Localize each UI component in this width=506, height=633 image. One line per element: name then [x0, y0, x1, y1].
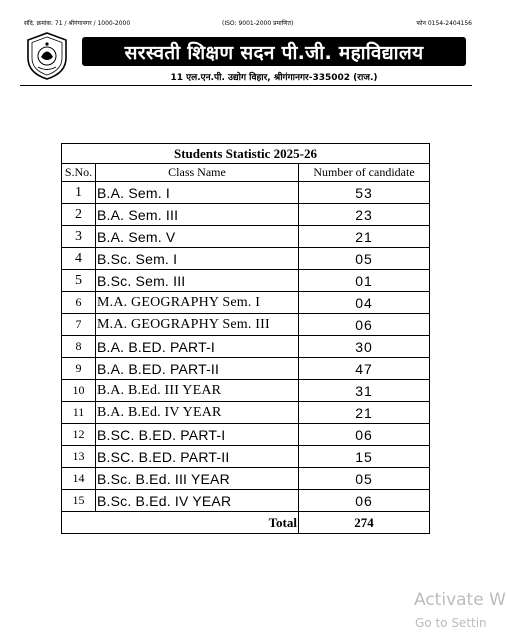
row-candidate-count: 06	[299, 424, 430, 446]
table-row	[62, 292, 430, 314]
row-class-name: B.A. B.ED. PART-II	[96, 358, 299, 380]
row-serial-number: 5	[62, 270, 96, 292]
row-candidate-count: 06	[299, 314, 430, 336]
row-serial-number: 2	[62, 204, 96, 226]
table-row	[62, 490, 430, 512]
students-statistic-table	[61, 143, 430, 534]
watermark-line-activate: Activate W	[414, 590, 506, 610]
row-class-name: B.A. Sem. V	[96, 226, 299, 248]
table-title: Students Statistic 2025-26	[62, 144, 430, 164]
row-candidate-count: 05	[299, 248, 430, 270]
row-candidate-count: 01	[299, 270, 430, 292]
row-class-name: B.A. B.Ed. III YEAR	[96, 380, 299, 402]
total-value: 274	[299, 512, 430, 534]
row-serial-number: 6	[62, 292, 96, 314]
total-spacer	[62, 512, 96, 534]
row-class-name: B.A. B.Ed. IV YEAR	[96, 402, 299, 424]
windows-activation-watermark	[414, 590, 506, 630]
row-serial-number: 13	[62, 446, 96, 468]
row-candidate-count: 21	[299, 226, 430, 248]
row-candidate-count: 53	[299, 182, 430, 204]
header-divider	[20, 85, 472, 86]
table-row	[62, 336, 430, 358]
table-row	[62, 358, 430, 380]
total-label: Total	[96, 512, 299, 534]
table-row	[62, 402, 430, 424]
row-candidate-count: 15	[299, 446, 430, 468]
row-class-name: B.A. B.ED. PART-I	[96, 336, 299, 358]
row-serial-number: 12	[62, 424, 96, 446]
table-row	[62, 314, 430, 336]
row-class-name: M.A. GEOGRAPHY Sem. I	[96, 292, 299, 314]
row-serial-number: 1	[62, 182, 96, 204]
row-class-name: B.A. Sem. I	[96, 182, 299, 204]
college-seal-logo	[26, 32, 68, 80]
row-serial-number: 14	[62, 468, 96, 490]
row-serial-number: 4	[62, 248, 96, 270]
table-row	[62, 424, 430, 446]
row-serial-number: 3	[62, 226, 96, 248]
row-class-name: B.SC. B.ED. PART-II	[96, 446, 299, 468]
row-candidate-count: 47	[299, 358, 430, 380]
row-class-name: B.SC. B.ED. PART-I	[96, 424, 299, 446]
row-candidate-count: 21	[299, 402, 430, 424]
row-serial-number: 10	[62, 380, 96, 402]
table-row	[62, 226, 430, 248]
reference-number: संदि. क्रमांक: 71 / श्रीगंगानगर / 1000-2000	[24, 20, 131, 27]
column-header-class-name: Class Name	[96, 164, 299, 182]
table-title-row	[62, 144, 430, 164]
column-header-number-of-candidate: Number of candidate	[299, 164, 430, 182]
row-class-name: B.Sc. Sem. III	[96, 270, 299, 292]
row-serial-number: 9	[62, 358, 96, 380]
table-row	[62, 446, 430, 468]
row-serial-number: 7	[62, 314, 96, 336]
table-row	[62, 182, 430, 204]
college-name-banner: सरस्वती शिक्षण सदन पी.जी. महाविद्यालय	[82, 37, 466, 66]
table-row	[62, 204, 430, 226]
table-row	[62, 270, 430, 292]
row-candidate-count: 23	[299, 204, 430, 226]
phone-number: फोन 0154-2404156	[416, 20, 472, 27]
table-row	[62, 468, 430, 490]
column-header-sno: S.No.	[62, 164, 96, 182]
row-candidate-count: 04	[299, 292, 430, 314]
row-candidate-count: 06	[299, 490, 430, 512]
row-class-name: M.A. GEOGRAPHY Sem. III	[96, 314, 299, 336]
row-class-name: B.Sc. B.Ed. IV YEAR	[96, 490, 299, 512]
row-candidate-count: 31	[299, 380, 430, 402]
row-class-name: B.Sc. Sem. I	[96, 248, 299, 270]
total-row	[62, 512, 430, 534]
row-serial-number: 11	[62, 402, 96, 424]
row-candidate-count: 05	[299, 468, 430, 490]
row-serial-number: 8	[62, 336, 96, 358]
iso-certification: (ISO: 9001-2000 प्रमाणित)	[222, 20, 294, 27]
table-header-row	[62, 164, 430, 182]
row-serial-number: 15	[62, 490, 96, 512]
row-class-name: B.Sc. B.Ed. III YEAR	[96, 468, 299, 490]
college-address: 11 एल.एन.पी. उद्योग विहार, श्रीगंगानगर-335002 (राज.)	[170, 73, 378, 83]
watermark-line-settings: Go to Settin	[415, 616, 487, 630]
table-row	[62, 380, 430, 402]
row-candidate-count: 30	[299, 336, 430, 358]
table-row	[62, 248, 430, 270]
row-class-name: B.A. Sem. III	[96, 204, 299, 226]
